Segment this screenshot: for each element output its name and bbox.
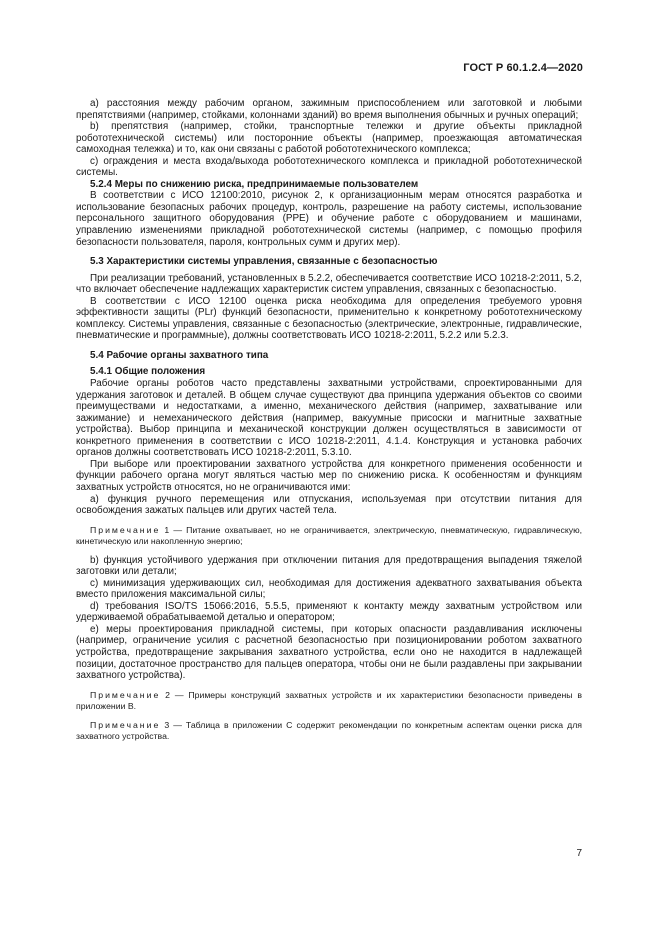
- note-label: Примечание: [90, 524, 161, 535]
- body-paragraph: b) функция устойчивого удержания при отключении питания для предотвращения выпадения тяжелой заготовки или детали;: [76, 554, 582, 578]
- body-paragraph: d) требования ISO/TS 15066:2016, 5.5.5, применяют к контакту между захватным устройством или удерживаемой обрабатываемой деталью и оператором;: [76, 600, 582, 624]
- spacer: [76, 342, 582, 350]
- spacer: [76, 547, 582, 555]
- body-paragraph: a) функция ручного перемещения или отпускания, используемая при отсутствии питания для освобождения зажатых пальцев или других частей тела.: [76, 493, 582, 517]
- body-paragraph: b) препятствия (например, стойки, транспортные тележки и другие объекты прикладной робототехнической системы) или посторонние объекты (например, проезжающая автоматическая самоходная тележка) и то, как они связаны с работой робототехнического комплекса;: [76, 121, 582, 156]
- spacer: [76, 712, 582, 720]
- body-paragraph: Рабочие органы роботов часто представлены захватными устройствами, спроектированными для удержания заготовок и деталей. В общем случае существуют два принципа удержания объектов со своими преимуществами и недостатками, а именно, механического действия (например, захватывание или зажимание) и немеханического действия (например, вакуумные присоски и магнитные захватные устройства). Выбор принципа и механической конструкции должен осуществляться в зависимости от конкретного применения в соответствии с ИСО 10218-2:2011, 4.1.4. Конструкция и установка рабочих органов должны соответствовать ИСО 10218-2:2011, 5.3.10.: [76, 378, 582, 459]
- body-paragraph: a) расстояния между рабочим органом, зажимным приспособлением или заготовкой и любыми препятствиями (например, стойками, колоннами зданий) во время выполнения обычных и ручных операций;: [76, 98, 582, 121]
- spacer: [76, 248, 582, 256]
- body-paragraph: c) ограждения и места входа/выхода робототехнического комплекса и прикладной робототехнической системы.: [76, 155, 582, 179]
- body-paragraph: При реализации требований, установленных в 5.2.2, обеспечивается соответствие ИСО 10218-2:2011, 5.2, что включает обеспечение надлежащих характеристик систем управления, связанных с безопасностью.: [76, 272, 582, 296]
- section-heading: 5.3 Характеристики системы управления, связанные с безопасностью: [90, 256, 438, 268]
- note-text: 1 — Питание охватывает, но не ограничивается, электрическую, пневматическую, гидравлическую, кинетическую или накопленную энергию;: [76, 524, 582, 546]
- body-paragraph: В соответствии с ИСО 12100 оценка риска необходима для определения требуемого уровня эффективности защиты (PLr) функций безопасности, применительно к конкретному робототехническому комплексу. Системы управления, связанные с безопасностью (электрические, электронные, гидравлические, пневматические и программные), должны соответствовать ИСО 10218-2:2011, 5.2.2 или 5.2.3.: [76, 295, 582, 342]
- note-text: 2 — Примеры конструкций захватных устройств и их характеристики безопасности приведены в приложении B.: [76, 689, 582, 711]
- note-label: Примечание: [90, 689, 161, 700]
- body-paragraph: c) минимизация удерживающих сил, необходимая для достижения адекватного захватывания объекта вместо приложения максимальной силы;: [76, 577, 582, 601]
- note-paragraph: [76, 525, 582, 547]
- section-heading: 5.4 Рабочие органы захватного типа: [90, 349, 269, 361]
- standard-header: ГОСТ Р 60.1.2.4—2020: [463, 62, 583, 74]
- spacer: [76, 517, 582, 525]
- body-paragraph: e) меры проектирования прикладной системы, при которых опасности раздавливания исключены (например, ограничение усилия с расчетной безопасностью при позиционировании роботом захватного устройства, предотвращение закрывания захватного устройства, если оно не находится в надлежащей позиции, достаточное пространство для пальцев оператора, чтобы они не были раздавлены при закрывании захватного устройства).: [76, 623, 582, 682]
- note-paragraph: [76, 720, 582, 742]
- section-heading: 5.2.4 Меры по снижению риска, предпринимаемые пользователем: [90, 178, 419, 190]
- note-text: 3 — Таблица в приложении C содержит рекомендации по конкретным аспектам оценки риска для захватного устройства.: [76, 719, 582, 741]
- document-body: [76, 98, 582, 742]
- body-paragraph: При выборе или проектировании захватного устройства для конкретного применения особенности и функции рабочего органа могут являться частью мер по снижению риска. К особенностям и функциям захватных устройств относятся, но не ограничиваются ими:: [76, 458, 582, 493]
- section-heading: 5.4.1 Общие положения: [90, 366, 206, 378]
- note-paragraph: [76, 690, 582, 712]
- body-paragraph: В соответствии с ИСО 12100:2010, рисунок 2, к организационным мерам относятся разработка и использование безопасных рабочих процедур, контроль, разрешение на работу системы, использование персонального защитного оборудования (PPE) и обучение работе с оборудованием и машинами, управлению изменениями прикладной робототехнической системы (например, с помощью профиля безопасности пользователя, пароля, контрольных сумм и других мер).: [76, 190, 582, 248]
- note-label: Примечание: [90, 719, 161, 730]
- spacer: [76, 682, 582, 690]
- page-number: 7: [576, 848, 582, 859]
